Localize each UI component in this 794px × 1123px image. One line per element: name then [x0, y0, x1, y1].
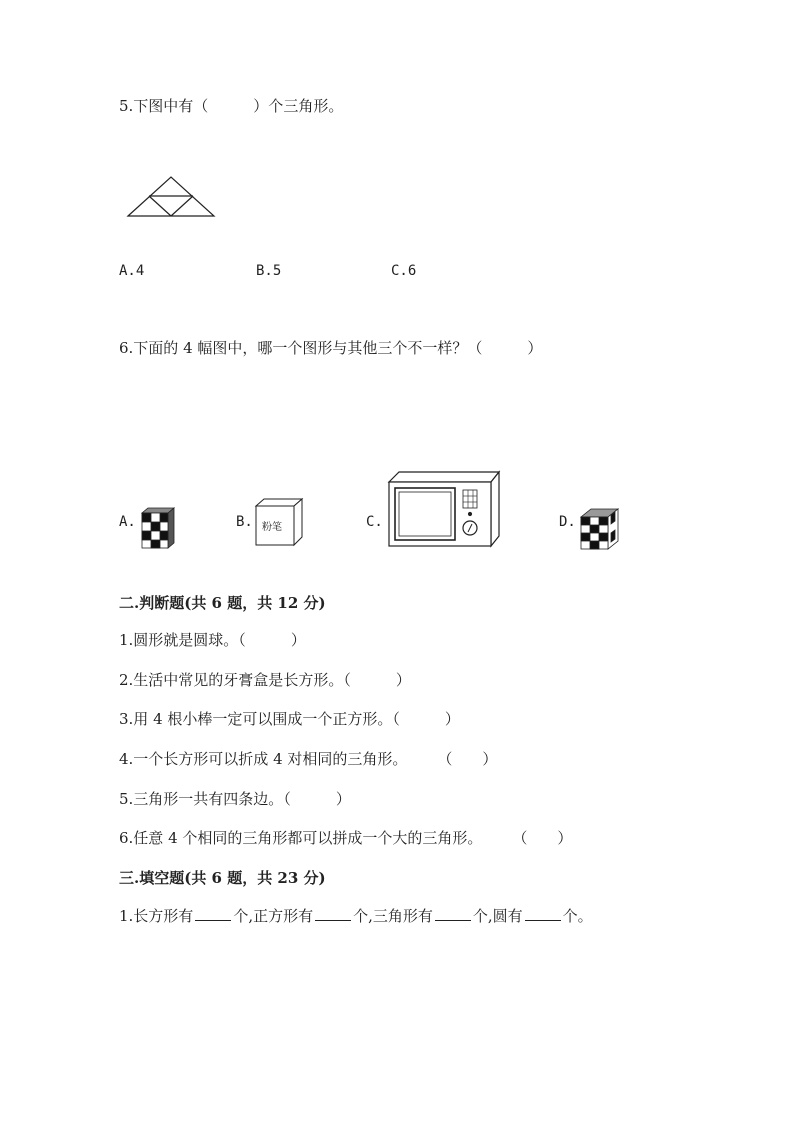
- answer-blank[interactable]: [525, 906, 561, 921]
- question-5-text: 5.下图中有（ ）个三角形。: [119, 97, 344, 115]
- judgment-item: 6.任意 4 个相同的三角形都可以拼成一个大的三角形。 （ ）: [119, 829, 573, 847]
- fill-blank-question-1: [119, 906, 593, 926]
- option-b-label: B.: [236, 514, 253, 530]
- fill-text: 个,正方形有: [233, 907, 314, 925]
- option-a: A.4: [119, 263, 145, 279]
- judgment-item: 2.生活中常见的牙膏盒是长方形。（ ）: [119, 671, 411, 689]
- option-a-label: A.: [119, 514, 136, 530]
- option-b: B.5: [256, 263, 282, 279]
- fill-text: 个,圆有: [472, 907, 523, 925]
- judgment-item: 4.一个长方形可以折成 4 对相同的三角形。 （ ）: [119, 750, 498, 768]
- option-d-label: D.: [559, 514, 576, 530]
- answer-blank[interactable]: [315, 906, 351, 921]
- judgment-item: 1.圆形就是圆球。（ ）: [119, 631, 306, 649]
- option-c: C.6: [391, 263, 417, 279]
- fill-text: 1.长方形有: [119, 907, 194, 925]
- fill-text: 个。: [562, 907, 593, 925]
- rubiks-cube-icon: [136, 507, 176, 549]
- option-c-label: C.: [366, 514, 383, 530]
- triangle-figure: [127, 176, 217, 220]
- microwave-icon: [387, 470, 503, 550]
- judgment-item: 5.三角形一共有四条边。（ ）: [119, 790, 351, 808]
- answer-blank[interactable]: [195, 906, 231, 921]
- chalk-box-label: 粉笔: [262, 522, 282, 533]
- section-2-title: 二.判断题(共 6 题，共 12 分): [119, 594, 326, 612]
- judgment-item: 3.用 4 根小棒一定可以围成一个正方形。（ ）: [119, 710, 460, 728]
- answer-blank[interactable]: [435, 906, 471, 921]
- rubiks-cube-icon: [578, 507, 624, 551]
- fill-text: 个,三角形有: [353, 907, 433, 925]
- question-6-text: 6.下面的 4 幅图中，哪一个图形与其他三个不一样？（ ）: [119, 339, 543, 357]
- section-3-title: 三.填空题(共 6 题，共 23 分): [119, 869, 326, 887]
